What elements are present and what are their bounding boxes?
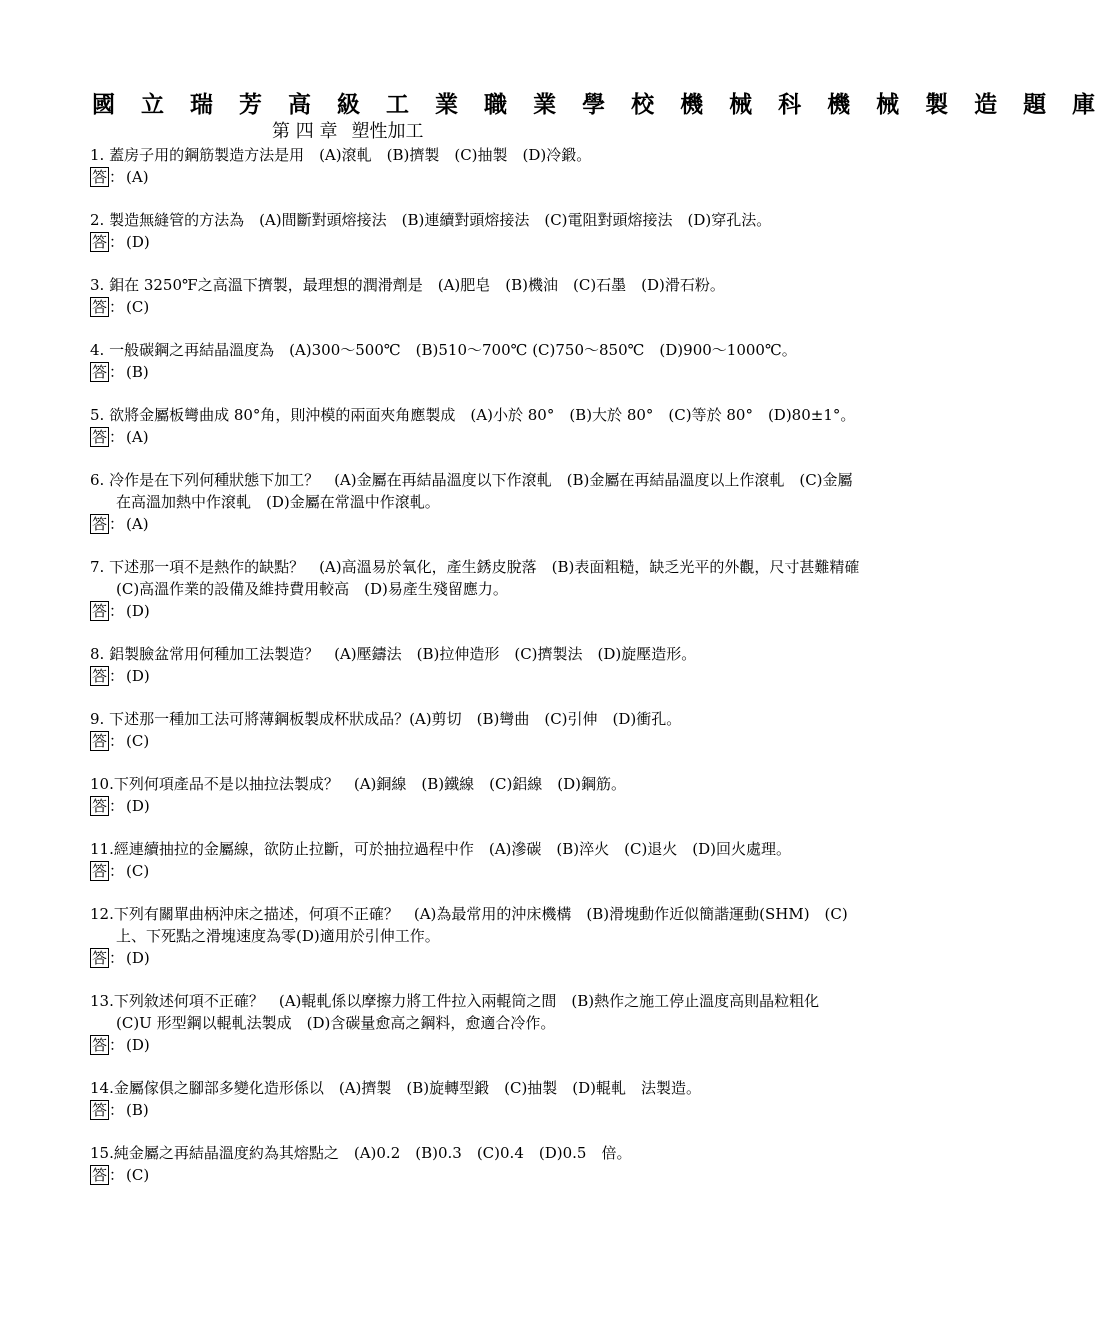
answer-label: 答 bbox=[92, 168, 108, 186]
answer-label: 答 bbox=[92, 428, 108, 446]
answer-value: (C) bbox=[126, 1166, 150, 1184]
question-item bbox=[90, 144, 865, 188]
question-text: 7. 下述那一項不是熱作的缺點？ (A)高溫易於氧化，產生銹皮脫落 (B)表面粗糙，缺乏光平的外觀，尺寸甚難精確 (C)高溫作業的設備及維持費用較高 (D)易產生殘留應力。 bbox=[90, 558, 875, 598]
answer-line bbox=[90, 361, 865, 383]
answer-label: 答 bbox=[92, 363, 108, 381]
question-text: 15.純金屬之再結晶溫度約為其熔點之 (A)0.2 (B)0.3 (C)0.4 (D)0.5 倍。 bbox=[90, 1144, 632, 1162]
answer-value: (C) bbox=[126, 732, 150, 750]
question-item bbox=[90, 773, 865, 817]
answer-label: 答 bbox=[92, 233, 108, 251]
chapter-number: 第 四 章 bbox=[272, 121, 338, 142]
answer-value: (B) bbox=[126, 363, 149, 381]
answer-label: 答 bbox=[92, 602, 108, 620]
answer-value: (A) bbox=[126, 168, 149, 186]
answer-colon: ： bbox=[109, 797, 125, 815]
answer-line bbox=[90, 1099, 865, 1121]
question-text: 4. 一般碳鋼之再結晶溫度為 (A)300～500℃ (B)510～700℃ (C)750～850℃ (D)900～1000℃。 bbox=[90, 341, 797, 359]
answer-label: 答 bbox=[92, 667, 108, 685]
answer-colon: ： bbox=[109, 515, 125, 533]
answer-colon: ： bbox=[109, 667, 125, 685]
question-text: 8. 鋁製臉盆常用何種加工法製造？ (A)壓鑄法 (B)拉伸造形 (C)擠製法 (D)旋壓造形。 bbox=[90, 645, 697, 663]
answer-label: 答 bbox=[92, 1101, 108, 1119]
answer-line bbox=[90, 1034, 865, 1056]
document-title: 國 立 瑞 芳 高 級 工 業 職 業 學 校 機 械 科 機 械 製 造 題 庫 bbox=[92, 91, 1104, 118]
answer-line bbox=[90, 1164, 865, 1186]
answer-colon: ： bbox=[109, 428, 125, 446]
answer-colon: ： bbox=[109, 602, 125, 620]
answer-label: 答 bbox=[92, 298, 108, 316]
answer-line bbox=[90, 730, 865, 752]
answer-value: (D) bbox=[126, 602, 150, 620]
document-page bbox=[90, 90, 1104, 1207]
question-item bbox=[90, 209, 865, 253]
question-item bbox=[90, 1077, 865, 1121]
answer-label: 答 bbox=[92, 862, 108, 880]
answer-line bbox=[90, 860, 865, 882]
answer-line bbox=[90, 231, 865, 253]
answer-value: (A) bbox=[126, 428, 149, 446]
question-item bbox=[90, 404, 865, 448]
question-text: 5. 欲將金屬板彎曲成 80°角，則沖模的兩面夾角應製成 (A)小於 80° (B)大於 80° (C)等於 80° (D)80±1°。 bbox=[90, 406, 856, 424]
question-item bbox=[90, 838, 865, 882]
question-text: 2. 製造無縫管的方法為 (A)間斷對頭熔接法 (B)連續對頭熔接法 (C)電阻對頭熔接法 (D)穿孔法。 bbox=[90, 211, 772, 229]
answer-colon: ： bbox=[109, 298, 125, 316]
question-item bbox=[90, 1142, 865, 1186]
answer-colon: ： bbox=[109, 233, 125, 251]
answer-value: (B) bbox=[126, 1101, 149, 1119]
question-item bbox=[90, 708, 865, 752]
chapter-topic: 塑性加工 bbox=[351, 121, 424, 142]
answer-colon: ： bbox=[109, 1166, 125, 1184]
answer-colon: ： bbox=[109, 168, 125, 186]
question-text: 13.下列敘述何項不正確？ (A)輥軋係以摩擦力將工件拉入兩輥筒之間 (B)熱作之施工停止溫度高則晶粒粗化 (C)U 形型鋼以輥軋法製成 (D)含碳量愈高之鋼料，愈適合冷作。 bbox=[90, 992, 835, 1032]
question-text: 1. 蓋房子用的鋼筋製造方法是用 (A)滾軋 (B)擠製 (C)抽製 (D)冷鍛。 bbox=[90, 146, 592, 164]
answer-colon: ： bbox=[109, 1036, 125, 1054]
answer-value: (D) bbox=[126, 1036, 150, 1054]
question-text: 6. 冷作是在下列何種狀態下加工？ (A)金屬在再結晶溫度以下作滾軋 (B)金屬在再結晶溫度以上作滾軋 (C)金屬在高溫加熱中作滾軋 (D)金屬在常溫中作滾軋。 bbox=[90, 471, 853, 511]
answer-line bbox=[90, 296, 865, 318]
question-list bbox=[90, 144, 875, 1186]
answer-line bbox=[90, 166, 865, 188]
question-text: 14.金屬傢俱之腳部多變化造形係以 (A)擠製 (B)旋轉型鍛 (C)抽製 (D)輥軋 法製造。 bbox=[90, 1079, 702, 1097]
answer-line bbox=[90, 600, 865, 622]
question-text: 3. 鉬在 3250℉之高溫下擠製，最理想的潤滑劑是 (A)肥皂 (B)機油 (C)石墨 (D)滑石粉。 bbox=[90, 276, 725, 294]
question-text: 9. 下述那一種加工法可將薄鋼板製成杯狀成品？(A)剪切 (B)彎曲 (C)引伸 (D)衝孔。 bbox=[90, 710, 682, 728]
answer-label: 答 bbox=[92, 1036, 108, 1054]
question-item bbox=[90, 903, 865, 969]
answer-value: (C) bbox=[126, 862, 150, 880]
question-item bbox=[90, 274, 865, 318]
chapter-heading bbox=[90, 120, 865, 144]
answer-label: 答 bbox=[92, 732, 108, 750]
question-text: 12.下列有關單曲柄沖床之描述，何項不正確？ (A)為最常用的沖床機構 (B)滑塊動作近似簡諧運動(SHM) (C)上、下死點之滑塊速度為零(D)適用於引伸工作。 bbox=[90, 905, 848, 945]
answer-value: (D) bbox=[126, 233, 150, 251]
question-item bbox=[90, 556, 875, 622]
question-text: 11.經連續抽拉的金屬線，欲防止拉斷，可於抽拉過程中作 (A)滲碳 (B)淬火 (C)退火 (D)回火處理。 bbox=[90, 840, 792, 858]
answer-line bbox=[90, 665, 865, 687]
question-item bbox=[90, 643, 865, 687]
answer-label: 答 bbox=[92, 1166, 108, 1184]
answer-colon: ： bbox=[109, 1101, 125, 1119]
question-item bbox=[90, 469, 865, 535]
answer-colon: ： bbox=[109, 949, 125, 967]
answer-label: 答 bbox=[92, 515, 108, 533]
answer-value: (C) bbox=[126, 298, 150, 316]
answer-colon: ： bbox=[109, 732, 125, 750]
answer-value: (A) bbox=[126, 515, 149, 533]
question-item bbox=[90, 339, 865, 383]
answer-colon: ： bbox=[109, 363, 125, 381]
answer-line bbox=[90, 513, 865, 535]
answer-value: (D) bbox=[126, 667, 150, 685]
answer-value: (D) bbox=[126, 949, 150, 967]
answer-label: 答 bbox=[92, 797, 108, 815]
question-item bbox=[90, 990, 865, 1056]
answer-line bbox=[90, 947, 865, 969]
answer-colon: ： bbox=[109, 862, 125, 880]
answer-line bbox=[90, 426, 865, 448]
answer-value: (D) bbox=[126, 797, 150, 815]
question-text: 10.下列何項產品不是以抽拉法製成？ (A)銅線 (B)鐵線 (C)鋁線 (D)鋼筋。 bbox=[90, 775, 627, 793]
answer-line bbox=[90, 795, 865, 817]
answer-label: 答 bbox=[92, 949, 108, 967]
